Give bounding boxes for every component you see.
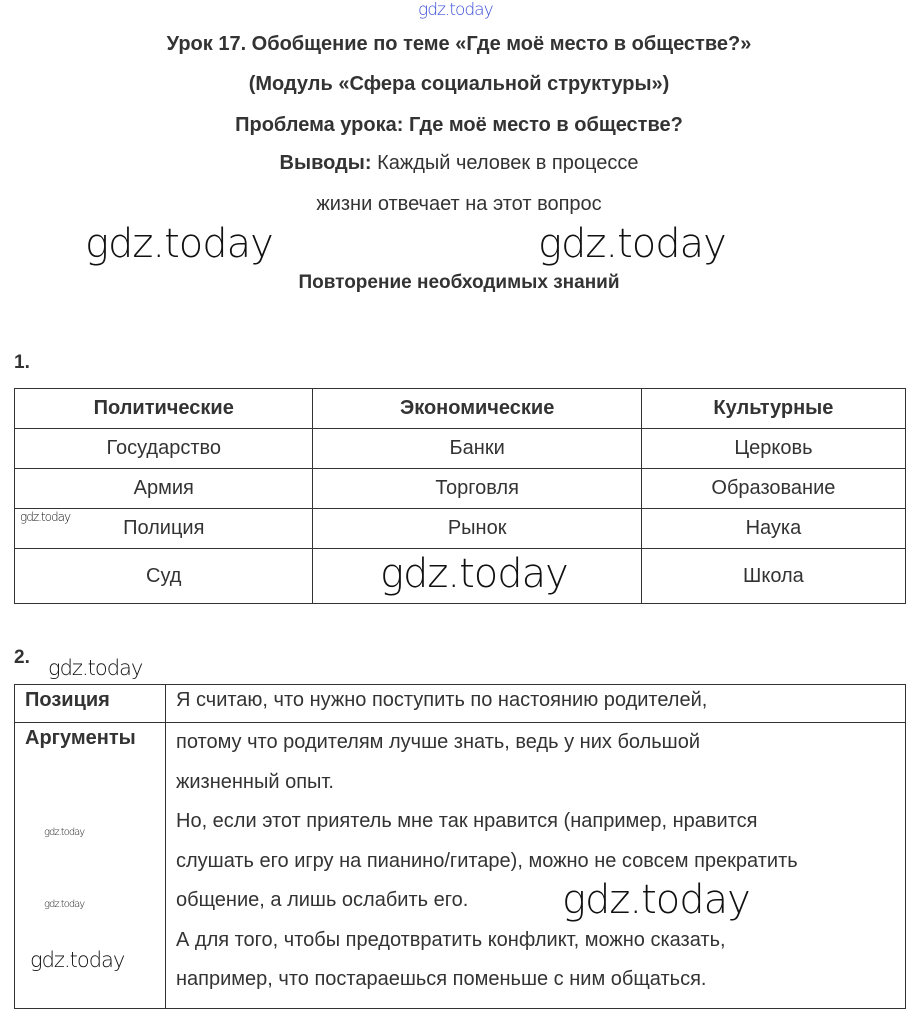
column-header: Экономические xyxy=(313,389,641,429)
table-cell: Торговля xyxy=(313,469,641,509)
conclusions-label: Выводы: xyxy=(279,152,372,174)
column-header: Политические xyxy=(15,389,313,429)
table-cell: Государство xyxy=(15,429,313,469)
lesson-title: Урок 17. Обобщение по теме «Где моё место в обществе?» xyxy=(166,33,752,55)
table-cell: Наука xyxy=(641,509,905,549)
position-text: Я считаю, что нужно поступить по настоянию родителей, xyxy=(166,685,906,723)
watermark: gdz.today xyxy=(85,221,273,267)
table-row xyxy=(15,429,906,469)
watermark: gdz.today xyxy=(48,656,143,680)
table-row xyxy=(15,685,906,723)
position-label: Позиция xyxy=(15,685,166,723)
section-heading: Повторение необходимых знаний xyxy=(298,272,620,293)
watermark: gdz.today xyxy=(44,827,85,838)
argument-line: А для того, чтобы предотвратить конфликт, можно сказать, xyxy=(176,928,726,951)
argument-line: например, что постараешься поменьше с ним общаться. xyxy=(176,968,707,990)
table-row xyxy=(15,509,906,549)
argument-line: жизненный опыт. xyxy=(176,770,334,793)
task-2-number: 2. xyxy=(14,647,30,668)
module-title: (Модуль «Сфера социальной структуры») xyxy=(248,73,670,95)
watermark: gdz.today xyxy=(418,0,493,20)
position-table xyxy=(14,684,906,1009)
argument-line: Но, если этот приятель мне так нравится (например, нравится xyxy=(176,810,758,832)
watermark: gdz.today xyxy=(562,877,750,923)
watermark: gdz.today xyxy=(538,221,726,267)
watermark: gdz.today xyxy=(380,551,568,597)
task-1-number: 1. xyxy=(14,352,30,373)
argument-line: потому что родителям лучше знать, ведь у них большой xyxy=(176,731,701,753)
conclusions-text-2: жизни отвечает на этот вопрос xyxy=(316,193,602,215)
table-cell: Банки xyxy=(313,429,641,469)
table-header-row xyxy=(15,389,906,429)
table-cell: Рынок xyxy=(313,509,641,549)
column-header: Культурные xyxy=(641,389,905,429)
conclusions xyxy=(0,152,918,175)
argument-line: слушать его игру на пианино/гитаре), можно не совсем прекратить xyxy=(176,849,798,872)
argument-line: общение, а лишь ослабить его. xyxy=(176,889,469,911)
table-row xyxy=(15,723,906,1009)
arguments-cell xyxy=(166,723,906,1009)
table-cell: Образование xyxy=(641,469,905,509)
watermark: gdz.today xyxy=(30,948,125,972)
table-cell: Суд xyxy=(15,549,313,604)
arguments-label: Аргументы xyxy=(15,723,166,1009)
watermark: gdz.today xyxy=(20,510,71,524)
table-cell: Церковь xyxy=(641,429,905,469)
conclusions-text: Каждый человек в процессе xyxy=(377,152,639,174)
table-row xyxy=(15,469,906,509)
table-cell: Армия xyxy=(15,469,313,509)
table-cell: Полиция xyxy=(15,509,313,549)
watermark: gdz.today xyxy=(44,899,85,910)
table-cell: Школа xyxy=(641,549,905,604)
lesson-problem: Проблема урока: Где моё место в обществе? xyxy=(235,114,683,136)
